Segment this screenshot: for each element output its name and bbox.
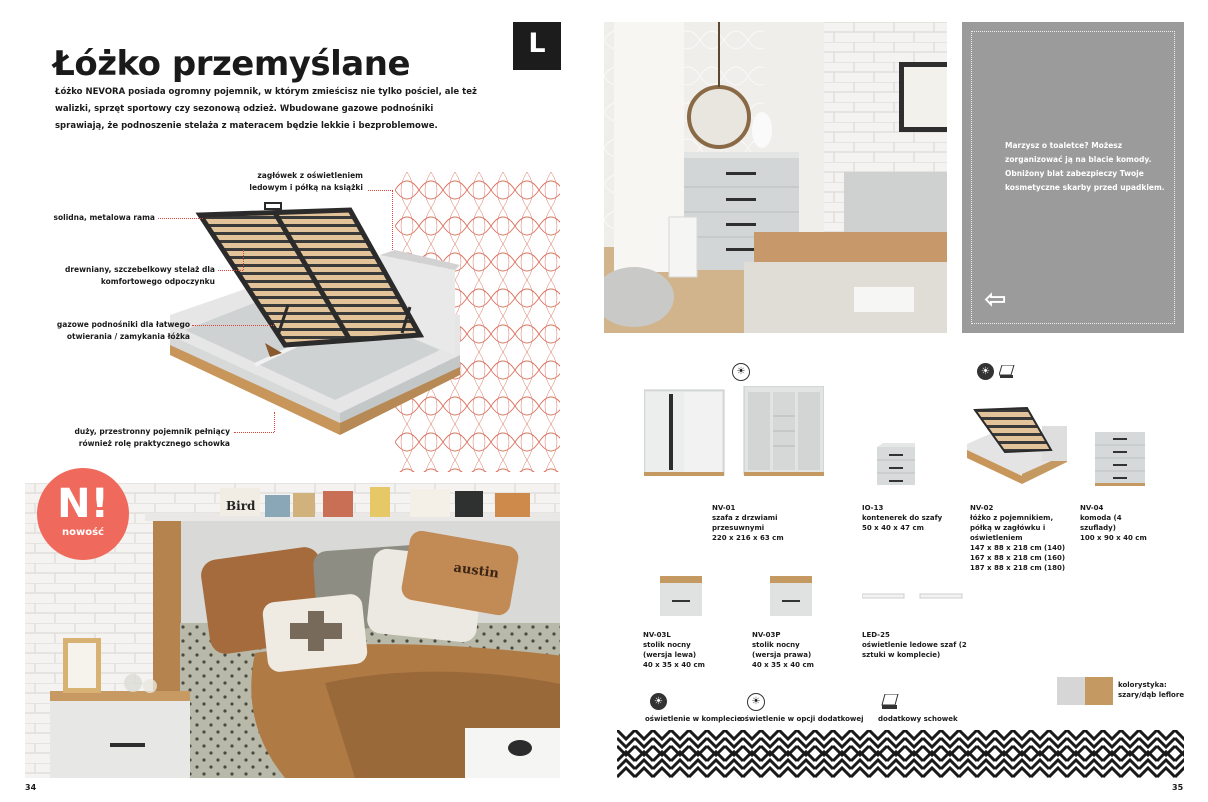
leader-line: [392, 190, 393, 250]
leader-line: [368, 190, 393, 191]
leader-line: [243, 250, 244, 270]
product-nv03l: [643, 630, 705, 670]
product-code: IO-13: [862, 504, 884, 512]
legend-lighting-optional: oświetlenie w opcji dodatkowej: [740, 715, 864, 723]
product-dims: 147 x 88 x 218 cm (140) 167 x 88 x 218 cm (160) 187 x 88 x 218 cm (180): [970, 544, 1066, 572]
product-nv03p: [752, 630, 814, 670]
page-title: Łóżko przemyślane: [53, 44, 411, 84]
bedroom-photo-dresser: [604, 22, 947, 333]
bulb-filled-icon: ☀: [977, 363, 994, 380]
new-badge-label: nowość: [62, 527, 104, 538]
pillow-label: austin: [452, 560, 500, 582]
box-icon: [881, 694, 899, 710]
collection-letter: L: [528, 28, 546, 59]
new-badge: [37, 468, 129, 560]
product-dims: 50 x 40 x 47 cm: [862, 524, 924, 532]
legend-extra-storage: dodatkowy schowek: [878, 715, 958, 723]
product-dims: 40 x 35 x 40 cm: [643, 661, 705, 669]
bed-storage-illustration: [170, 195, 470, 440]
color-info: [1118, 680, 1184, 700]
leader-line: [158, 218, 203, 219]
dresser-small-illustration: [1095, 430, 1145, 486]
product-desc: szafa z drzwiami przesuwnymi: [712, 514, 778, 532]
leader-line: [192, 325, 274, 326]
bulb-outline-icon: ☀: [747, 693, 765, 711]
product-desc: stolik nocny (wersja prawa): [752, 641, 812, 659]
leader-line: [274, 412, 275, 432]
product-code: NV-04: [1080, 504, 1104, 512]
tip-box: [962, 22, 1184, 333]
nightstand-left-illustration: [660, 576, 702, 616]
callout-lifts: gazowe podnośniki dla łatwego otwierania / zamykania łóżka: [56, 320, 190, 341]
arrow-left-icon: ⇦: [984, 284, 1007, 315]
bulb-filled-icon: ☀: [650, 693, 667, 710]
wardrobe-illustration: [644, 386, 824, 478]
callout-storage: duży, przestronny pojemnik pełniący również rolę praktycznego schowka: [74, 427, 230, 448]
callout-headboard: zagłówek z oświetleniem ledowym i półką na książki: [249, 171, 363, 192]
product-desc: stolik nocny (wersja lewa): [643, 641, 697, 659]
product-code: NV-03L: [643, 631, 671, 639]
product-nv02: [970, 503, 1065, 573]
new-badge-symbol: N!: [57, 481, 109, 527]
product-nv04: [1080, 503, 1147, 543]
product-desc: kontenerek do szafy: [862, 514, 943, 522]
color-swatches: [1057, 677, 1113, 705]
book-title: Bird: [226, 499, 256, 513]
bed-small-illustration: [967, 404, 1072, 486]
swatch-grey: [1057, 677, 1085, 705]
chevron-pattern-strip: [617, 730, 1184, 778]
intro-text: Łóżko NEVORA posiada ogromny pojemnik, w którym zmieścisz nie tylko pościel, ale też walizki, sprzęt sportowy czy sezonową odzież. Wbudowane gazowe podnośniki sprawiają, że podnoszenie stelaża z materacem będzie lekkie i bezproblemowe.: [55, 87, 477, 131]
leader-line: [234, 432, 274, 433]
color-value: szary/dąb leflore: [1118, 691, 1185, 699]
product-nv01: [712, 503, 784, 543]
product-code: NV-03P: [752, 631, 781, 639]
callout-slats: drewniany, szczebelkowy stelaż dla komfortowego odpoczynku: [64, 265, 215, 286]
product-desc: łóżko z pojemnikiem, półką w zagłówku i oświetleniem: [970, 514, 1054, 542]
product-code: LED-25: [862, 631, 890, 639]
product-led25: [862, 630, 967, 660]
color-label: kolorystyka:: [1118, 681, 1167, 689]
callout-frame: solidna, metalowa rama: [53, 213, 155, 222]
page-number-right: 35: [1172, 783, 1184, 792]
product-dims: 40 x 35 x 40 cm: [752, 661, 814, 669]
product-code: NV-02: [970, 504, 994, 512]
container-illustration: [877, 443, 915, 485]
led-strips-illustration: [862, 592, 964, 602]
product-desc: oświetlenie ledowe szaf (2 sztuki w komplecie): [862, 641, 967, 659]
product-code: NV-01: [712, 504, 736, 512]
product-desc: komoda (4 szuflady): [1080, 514, 1122, 532]
product-dims: 100 x 90 x 40 cm: [1080, 534, 1147, 542]
legend-lighting-included: oświetlenie w komplecie: [645, 715, 742, 723]
bulb-outline-icon: ☀: [732, 363, 750, 381]
nightstand-right-illustration: [770, 576, 812, 616]
tip-box-text: Marzysz o toaletce? Możesz zorganizować ją na blacie komody. Obniżony blat zabezpieczy Twoje kosmetyczne skarby przed upadkiem.: [1005, 141, 1165, 192]
leader-line: [218, 270, 243, 271]
product-dims: 220 x 216 x 63 cm: [712, 534, 784, 542]
box-icon: [999, 364, 1015, 378]
swatch-oak: [1085, 677, 1113, 705]
page-number-left: 34: [25, 783, 37, 792]
product-io13: [862, 503, 942, 533]
collection-tag: [513, 22, 561, 70]
